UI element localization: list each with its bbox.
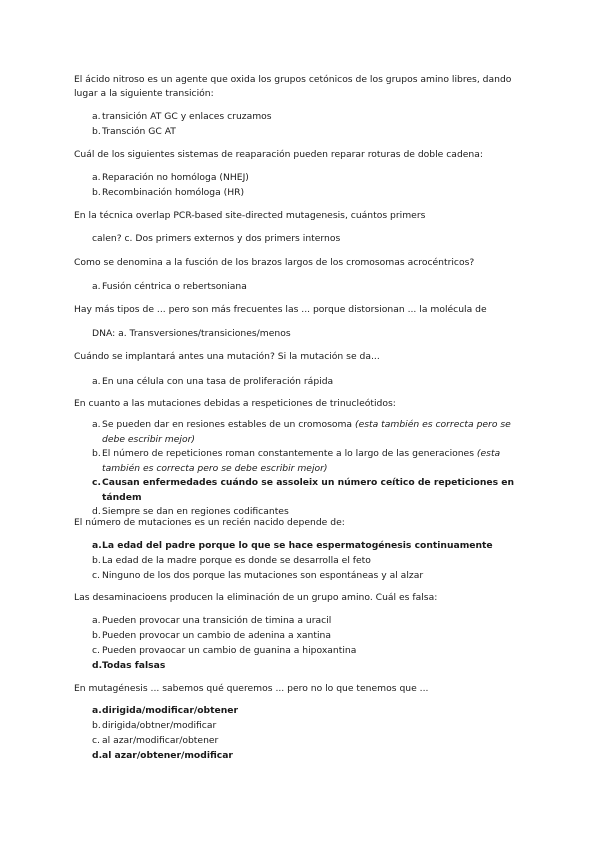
question-8-options xyxy=(92,538,532,583)
question-8-stem: El número de mutaciones es un recién nacido depende de: xyxy=(74,517,345,528)
question-2-stem: Cuál de los siguientes sistemas de reaparación pueden reparar roturas de doble cadena: xyxy=(74,149,483,160)
option: b. Recombinación homóloga (HR) xyxy=(92,187,245,198)
option: a. transición AT GC y enlaces cruzamos xyxy=(92,111,272,122)
option-correct: a. dirigida/modificar/obtener xyxy=(92,705,239,716)
option: c. Ninguno de los dos porque las mutaciones son espontáneas y al alzar xyxy=(92,570,424,581)
question-6-options xyxy=(92,374,532,389)
option: d. Siempre se dan en regiones codificantes xyxy=(92,506,289,517)
option-correct: d. Todas falsas xyxy=(92,660,166,671)
option: c. Pueden provaocar un cambio de guanina a hipoxantina xyxy=(92,645,357,656)
question-2-options xyxy=(92,170,532,200)
option: b. Transción GC AT xyxy=(92,126,176,137)
question-1-options xyxy=(92,109,532,139)
option: c. al azar/modificar/obtener xyxy=(92,735,219,746)
option: b. La edad de la madre porque es donde se desarrolla el feto xyxy=(92,555,371,566)
option-correct: d. al azar/obtener/modificar xyxy=(92,750,233,761)
question-4-options xyxy=(92,279,532,294)
question-4-stem: Como se denomina a la fusción de los brazos largos de los cromosomas acrocéntricos? xyxy=(74,257,475,268)
option: a. Pueden provocar una transición de timina a uracil xyxy=(92,615,332,626)
option: a. Fusión céntrica o rebertsoniana xyxy=(92,281,247,292)
option: a. En una célula con una tasa de proliferación rápida xyxy=(92,376,334,387)
question-1-stem: El ácido nitroso es un agente que oxida los grupos cetónicos de los grupos amino libres, dando lugar a la siguiente transición: xyxy=(74,74,512,99)
question-3-stem: En la técnica overlap PCR-based site-directed mutagenesis, cuántos primers xyxy=(74,210,426,221)
option: b. Pueden provocar un cambio de adenina a xantina xyxy=(92,630,331,641)
question-6-stem: Cuándo se implantará antes una mutación? Si la mutación se da... xyxy=(74,351,380,362)
question-3-continuation: calen? c. Dos primers externos y dos primers internos xyxy=(92,233,341,244)
option: a. Se pueden dar en resiones estables de un cromosoma (esta también es correcta pero se debe escribir mejor) xyxy=(92,419,511,445)
question-9-options xyxy=(92,613,532,673)
question-10-options xyxy=(92,703,532,763)
question-9-stem: Las desaminacioens producen la eliminación de un grupo amino. Cuál es falsa: xyxy=(74,592,438,603)
question-7-options xyxy=(92,418,532,520)
option: b. El número de repeticiones roman constantemente a lo largo de las generaciones (esta también es correcta pero se debe escribir mejor) xyxy=(92,448,501,474)
option-correct: a. La edad del padre porque lo que se hace espermatogénesis continuamente xyxy=(92,540,493,551)
question-5-stem: Hay más tipos de ... pero son más frecuentes las ... porque distorsionan ... la molécula de xyxy=(74,304,487,315)
question-5-continuation: DNA: a. Transversiones/transiciones/menos xyxy=(92,328,291,339)
option: b. dirigida/obtner/modificar xyxy=(92,720,217,731)
option-correct: c. Causan enfermedades cuándo se assoleix un número ceítico de repeticiones en tándem xyxy=(92,477,515,503)
question-7-stem: En cuanto a las mutaciones debidas a respeticiones de trinucleótidos: xyxy=(74,398,396,409)
option: a. Reparación no homóloga (NHEJ) xyxy=(92,172,249,183)
question-10-stem: En mutagénesis ... sabemos qué queremos ... pero no lo que tenemos que ... xyxy=(74,683,429,694)
